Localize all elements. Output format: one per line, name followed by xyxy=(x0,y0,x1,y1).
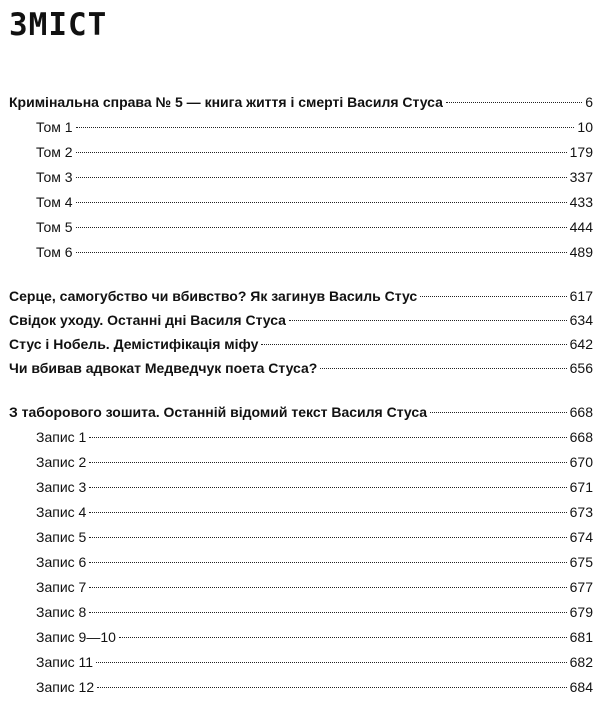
toc-page-number: 674 xyxy=(569,529,593,545)
toc-page-number: 675 xyxy=(569,554,593,570)
toc-subentry[interactable] xyxy=(0,501,600,523)
toc-page-number: 677 xyxy=(569,579,593,595)
dot-leader xyxy=(96,661,567,663)
dot-leader xyxy=(430,411,567,413)
toc-page-number: 617 xyxy=(569,288,593,304)
dot-leader xyxy=(89,561,566,563)
toc-section-entry[interactable] xyxy=(0,309,600,331)
dot-leader xyxy=(76,176,567,178)
toc-entry-label: З таборового зошита. Останній відомий текст Василя Стуса xyxy=(9,404,428,420)
toc-page-number: 681 xyxy=(569,629,593,645)
dot-leader xyxy=(289,319,567,321)
toc-page-number: 656 xyxy=(569,360,593,376)
toc-subentry[interactable] xyxy=(0,241,600,263)
toc-page-number: 673 xyxy=(569,504,593,520)
dot-leader xyxy=(76,151,567,153)
dot-leader xyxy=(420,295,566,297)
toc-entry-label: Том 3 xyxy=(36,169,73,185)
toc-page-number: 668 xyxy=(569,404,593,420)
toc-entry-label: Запис 3 xyxy=(36,479,87,495)
dot-leader xyxy=(89,436,566,438)
dot-leader xyxy=(76,226,567,228)
toc-entry-label: Том 4 xyxy=(36,194,73,210)
toc-page-number: 684 xyxy=(569,679,593,695)
toc-page-number: 489 xyxy=(569,244,593,260)
toc-page-number: 179 xyxy=(569,144,593,160)
toc-entry-label: Запис 8 xyxy=(36,604,87,620)
toc-page-number: 668 xyxy=(569,429,593,445)
toc-page-number: 10 xyxy=(577,119,593,135)
dot-leader xyxy=(89,536,566,538)
toc-page-number: 634 xyxy=(569,312,593,328)
dot-leader xyxy=(76,126,575,128)
toc-entry-label: Том 5 xyxy=(36,219,73,235)
toc-page-number: 682 xyxy=(569,654,593,670)
toc-entry-label: Запис 4 xyxy=(36,504,87,520)
toc-entry-label: Запис 1 xyxy=(36,429,87,445)
toc-section-entry[interactable] xyxy=(0,91,600,113)
toc-subentry[interactable] xyxy=(0,116,600,138)
toc-subentry[interactable] xyxy=(0,166,600,188)
toc-section-entry[interactable] xyxy=(0,333,600,355)
dot-leader xyxy=(446,101,582,103)
toc-entry-label: Том 1 xyxy=(36,119,73,135)
toc-subentry[interactable] xyxy=(0,426,600,448)
toc-subentry[interactable] xyxy=(0,216,600,238)
toc-page-number: 6 xyxy=(585,94,593,110)
toc-entry-label: Запис 9—10 xyxy=(36,629,116,645)
dot-leader xyxy=(89,611,566,613)
dot-leader xyxy=(89,486,566,488)
toc-entry-label: Том 2 xyxy=(36,144,73,160)
toc-subentry[interactable] xyxy=(0,141,600,163)
toc-subentry[interactable] xyxy=(0,601,600,623)
toc-entry-label: Запис 11 xyxy=(36,654,94,670)
toc-page-number: 444 xyxy=(569,219,593,235)
toc-subentry[interactable] xyxy=(0,191,600,213)
toc-entry-label: Серце, самогубство чи вбивство? Як загинув Василь Стус xyxy=(9,288,418,304)
toc-entry-label: Том 6 xyxy=(36,244,73,260)
toc-entry-label: Запис 12 xyxy=(36,679,95,695)
dot-leader xyxy=(89,511,566,513)
dot-leader xyxy=(119,636,567,638)
dot-leader xyxy=(97,686,567,688)
dot-leader xyxy=(320,367,566,369)
toc-subentry[interactable] xyxy=(0,451,600,473)
toc-page-number: 337 xyxy=(569,169,593,185)
toc-subentry[interactable] xyxy=(0,626,600,648)
toc-subentry[interactable] xyxy=(0,576,600,598)
toc-page-number: 433 xyxy=(569,194,593,210)
page-title: ЗМІСТ xyxy=(9,7,108,43)
toc-entry-label: Стус і Нобель. Деміcтифікація міфу xyxy=(9,336,259,352)
toc-entry-label: Запис 7 xyxy=(36,579,87,595)
toc-subentry[interactable] xyxy=(0,651,600,673)
toc-subentry[interactable] xyxy=(0,526,600,548)
toc-entry-label: Чи вбивав адвокат Медведчук поета Стуса? xyxy=(9,360,318,376)
dot-leader xyxy=(89,586,566,588)
toc-entry-label: Запис 6 xyxy=(36,554,87,570)
toc-page-number: 671 xyxy=(569,479,593,495)
toc-section-entry[interactable] xyxy=(0,401,600,423)
toc-entry-label: Свідок уходу. Останні дні Василя Стуса xyxy=(9,312,286,328)
toc-entry-label: Запис 2 xyxy=(36,454,87,470)
dot-leader xyxy=(76,201,567,203)
dot-leader xyxy=(76,251,567,253)
toc-entry-label: Запис 5 xyxy=(36,529,87,545)
toc-section-entry[interactable] xyxy=(0,357,600,379)
toc-page-number: 679 xyxy=(569,604,593,620)
dot-leader xyxy=(261,343,566,345)
dot-leader xyxy=(89,461,566,463)
toc-page-number: 670 xyxy=(569,454,593,470)
toc-section-entry[interactable] xyxy=(0,285,600,307)
toc-entry-label: Кримінальна справа № 5 — книга життя і смерті Василя Стуса xyxy=(9,94,443,110)
toc-subentry[interactable] xyxy=(0,676,600,698)
toc-page-number: 642 xyxy=(569,336,593,352)
toc-subentry[interactable] xyxy=(0,551,600,573)
toc-subentry[interactable] xyxy=(0,476,600,498)
